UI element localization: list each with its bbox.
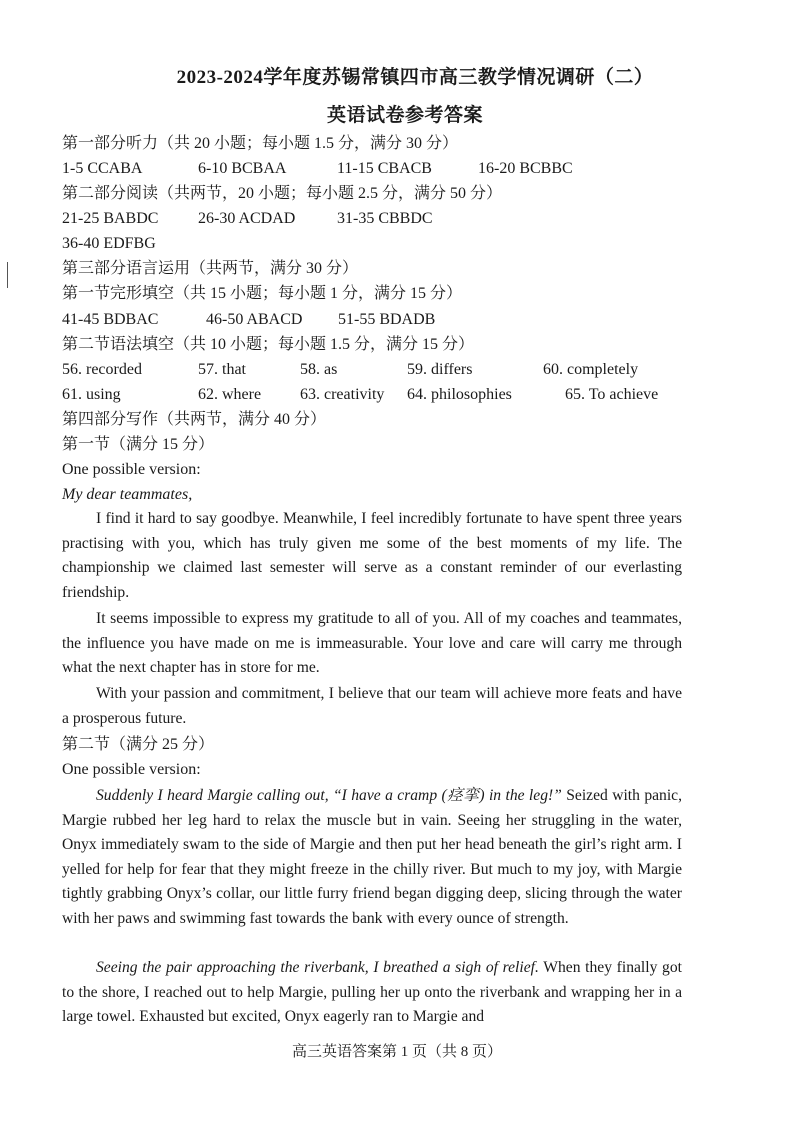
answer-group: 6-10 BCBAA — [198, 160, 287, 177]
story-paragraph-opening: Seeing the pair approaching the riverbank, I breathed a sigh of relief. — [96, 959, 539, 976]
version-label: One possible version: — [62, 761, 201, 778]
answer-item: 56. recorded — [62, 361, 142, 378]
story-paragraph-opening: Suddenly I heard Margie calling out, “I have a cramp (痉挛) in the leg!” — [96, 787, 562, 804]
essay-paragraph: I find it hard to say goodbye. Meanwhile, I feel incredibly fortunate to have spent three years practising with you, which has truly given me some of the best moments of my life. The championship we claimed last semester will serve as a constant reminder of our everlasting friendship. — [62, 510, 682, 601]
answer-group: 46-50 ABACD — [206, 311, 303, 328]
exam-title: 2023-2024学年度苏锡常镇四市高三教学情况调研（二） — [176, 67, 654, 88]
answer-group: 31-35 CBBDC — [337, 210, 433, 227]
answer-item: 61. using — [62, 386, 121, 403]
story-paragraph-body: When they finally got to the shore, I reached out to help Margie, pulling her up onto the riverbank and wrapping her in a large towel. Exhausted but excited, Onyx eagerly ran to Margie and — [62, 959, 682, 1026]
exam-subtitle: 英语试卷参考答案 — [326, 105, 483, 126]
answer-item: 64. philosophies — [407, 386, 512, 403]
part3-heading: 第三部分语言运用（共两节，满分 30 分） — [62, 260, 359, 277]
story-paragraph-body: Seized with panic, Margie rubbed her leg hard to relax the muscle but in vain. Seeing her struggling in the water, Onyx immediately swam to the side of Margie and then put her head beneath the girl’s right arm. I yelled for help for fear that they might freeze in the chilly river. But much to my joy, with Margie tightly grabbing Onyx’s collar, our little furry friend began digging deep, slicing through the water with her paws and swimming fast towards the bank with every ounce of strength. — [62, 787, 683, 927]
answer-group: 11-15 CBACB — [337, 160, 432, 177]
version-label: One possible version: — [62, 461, 201, 478]
answer-item: 65. To achieve — [565, 386, 659, 403]
page-footer: 高三英语答案第 1 页（共 8 页） — [291, 1044, 502, 1060]
answer-item: 63. creativity — [300, 386, 385, 403]
answer-item: 58. as — [300, 361, 338, 378]
part4-section1-heading: 第一节（满分 15 分） — [62, 436, 215, 453]
answer-group: 36-40 EDFBG — [62, 235, 156, 252]
answer-group: 16-20 BCBBC — [478, 160, 573, 177]
answer-group: 51-55 BDADB — [338, 311, 436, 328]
letter-greeting: My dear teammates, — [62, 486, 193, 503]
story-paragraph — [62, 784, 682, 932]
part3-section1-heading: 第一节完形填空（共 15 小题；每小题 1 分，满分 15 分） — [62, 285, 463, 302]
margin-mark — [7, 262, 8, 288]
answer-group: 41-45 BDBAC — [62, 311, 159, 328]
answer-group: 21-25 BABDC — [62, 210, 159, 227]
answer-group: 1-5 CCABA — [62, 160, 143, 177]
answer-item: 60. completely — [543, 361, 639, 378]
story-paragraph — [62, 956, 682, 1030]
part2-heading: 第二部分阅读（共两节，20 小题；每小题 2.5 分，满分 50 分） — [62, 185, 503, 202]
part1-heading: 第一部分听力（共 20 小题；每小题 1.5 分，满分 30 分） — [62, 135, 459, 152]
part4-heading: 第四部分写作（共两节，满分 40 分） — [62, 411, 327, 428]
answer-item: 62. where — [198, 386, 262, 403]
answer-item: 59. differs — [407, 361, 473, 378]
part4-section2-heading: 第二节（满分 25 分） — [62, 736, 215, 753]
answer-item: 57. that — [198, 361, 246, 378]
essay-paragraph: It seems impossible to express my gratitude to all of you. All of my coaches and teammates, the influence you have made on me is immeasurable. Your love and care will carry me through what the next chapter has in store for me. — [62, 610, 682, 677]
answer-group: 26-30 ACDAD — [198, 210, 296, 227]
essay-paragraph: With your passion and commitment, I believe that our team will achieve more feats and have a prosperous future. — [62, 685, 682, 727]
part3-section2-heading: 第二节语法填空（共 10 小题；每小题 1.5 分，满分 15 分） — [62, 336, 475, 353]
